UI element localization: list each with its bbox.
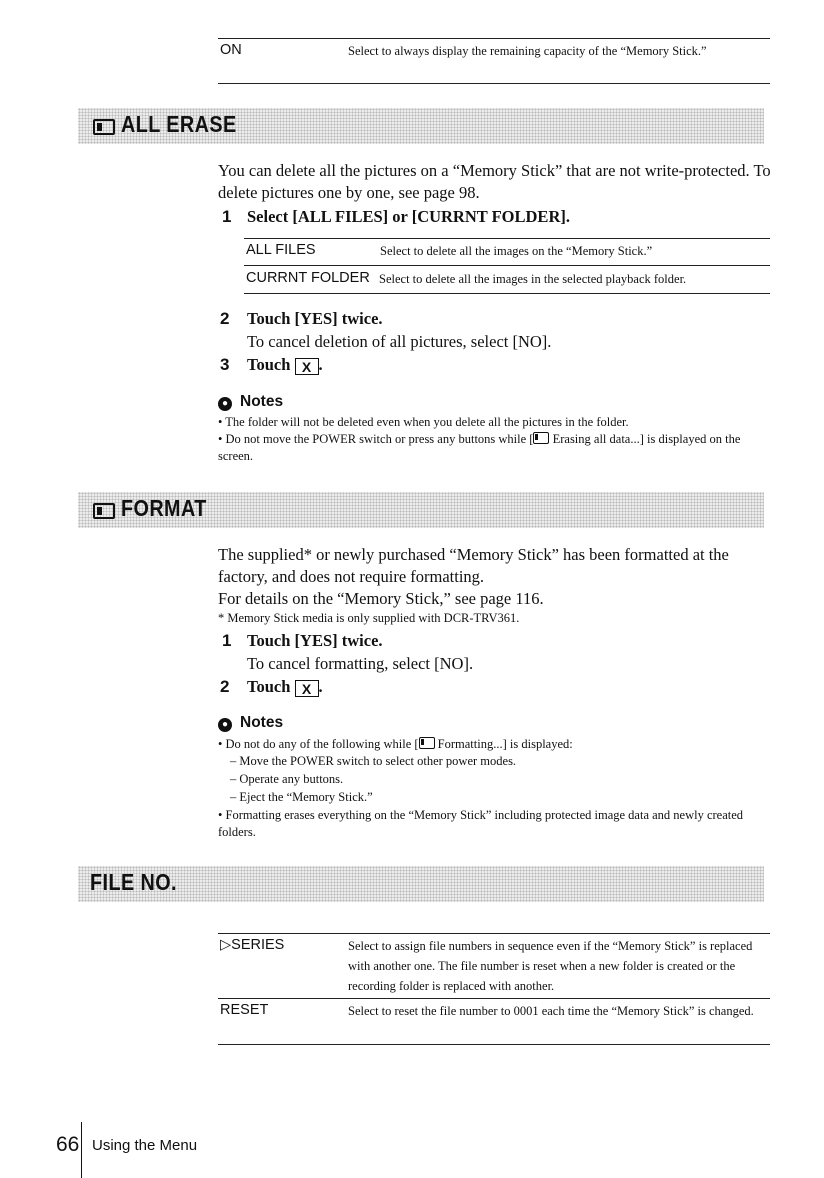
file-table-mid-rule [218,998,770,999]
format-intro: The supplied* or newly purchased “Memory Stick” has been formatted at the factory, and does not require formatting. [218,545,729,586]
all-erase-step1: Select [ALL FILES] or [CURRNT FOLDER]. [247,207,570,226]
option-series-label: ▷SERIES [220,937,285,953]
step-number: 1 [222,207,232,226]
format-details: For details on the “Memory Stick,” see page 116. [218,589,544,608]
close-icon: X [295,358,319,375]
note-text: Formatting...] is displayed: [434,737,573,751]
notes-title: Notes [240,393,284,410]
close-icon: X [295,680,319,697]
step3-label: Touch [247,355,291,374]
format-step2 [247,677,323,697]
step-number: 2 [220,677,230,696]
notes-icon: ● [218,397,232,411]
notes-icon: ● [218,718,232,732]
note-text: The folder will not be deleted even when you delete all the pictures in the folder. [225,415,629,429]
format-banner [78,492,764,528]
all-erase-note-2: • Do not move the POWER switch or press any buttons while [ Erasing all data...] is displayed on the screen. [218,432,741,463]
note-text: Erasing all data...] is displayed on the screen. [218,432,741,463]
note-text: Do not move the POWER switch or press any buttons while [ [225,432,534,446]
format-title: FORMAT [121,495,207,521]
format-note-1: • Do not do any of the following while [ Formatting...] is displayed: [218,737,573,751]
all-erase-step2: Touch [YES] twice. [247,309,383,328]
format-step1-sub: To cancel formatting, select [NO]. [247,654,474,673]
page-number: 66 [56,1133,80,1156]
step2-label: Touch [247,677,291,696]
options-mid-rule [244,265,770,266]
all-erase-note-1: • The folder will not be deleted even when you delete all the pictures in the folder. [218,415,629,429]
options-top-rule [244,238,770,239]
section-label: Using the Menu [92,1137,198,1154]
option-all-files-description: Select to delete all the images on the “Memory Stick.” [380,244,653,258]
option-currnt-folder-description: Select to delete all the images in the selected playback folder. [379,272,687,286]
all-erase-banner [78,108,764,144]
option-all-files-label: ALL FILES [246,242,316,258]
memory-stick-icon [93,503,115,519]
memory-stick-icon [419,737,435,749]
table-bottom-rule [218,83,770,84]
format-sub-note: – Operate any buttons. [230,772,344,786]
step2-end: . [318,677,323,696]
option-currnt-folder-label: CURRNT FOLDER [246,270,370,286]
all-erase-intro: You can delete all the pictures on a “Memory Stick” that are not write-protected. To delete pictures one by one, see page 98. [218,161,771,202]
format-step1: Touch [YES] twice. [247,631,383,650]
file-no-banner [78,866,764,902]
option-on-description: Select to always display the remaining capacity of the “Memory Stick.” [348,44,707,58]
format-note-2: • Formatting erases everything on the “Memory Stick” including protected image data and newly created folders. [218,808,744,839]
step3-end: . [318,355,323,374]
options-bottom-rule [244,293,770,294]
table-top-rule [218,38,770,39]
step-number: 3 [220,355,230,374]
format-footnote: * Memory Stick media is only supplied with DCR-TRV361. [218,611,520,625]
option-reset-label: RESET [220,1002,269,1018]
file-table-bottom-rule [218,1044,770,1045]
notes-title: Notes [240,714,284,731]
format-sub-note: – Move the POWER switch to select other power modes. [230,754,517,768]
all-erase-notes-heading [218,393,283,411]
memory-stick-icon [93,119,115,135]
option-reset-description: Select to reset the file number to 0001 each time the “Memory Stick” is changed. [348,1004,754,1018]
file-table-top-rule [218,933,770,934]
format-sub-note: – Eject the “Memory Stick.” [230,790,373,804]
note-text: Formatting erases everything on the “Memory Stick” including protected image data and newly created folders. [218,808,744,839]
step-number: 2 [220,309,230,328]
all-erase-step2-sub: To cancel deletion of all pictures, select [NO]. [247,332,552,351]
all-erase-step3 [247,355,323,375]
all-erase-title: ALL ERASE [121,111,237,137]
footer-divider [81,1122,82,1178]
option-on-label: ON [220,42,242,58]
memory-stick-icon [533,432,549,444]
step-number: 1 [222,631,232,650]
format-notes-heading [218,714,283,732]
option-series-description: Select to assign file numbers in sequence even if the “Memory Stick” is replaced with another one. The file number is reset when a new folder is created or the recording folder is replaced with another. [348,939,753,993]
note-text: Do not do any of the following while [ [225,737,419,751]
file-no-title: FILE NO. [90,869,177,895]
